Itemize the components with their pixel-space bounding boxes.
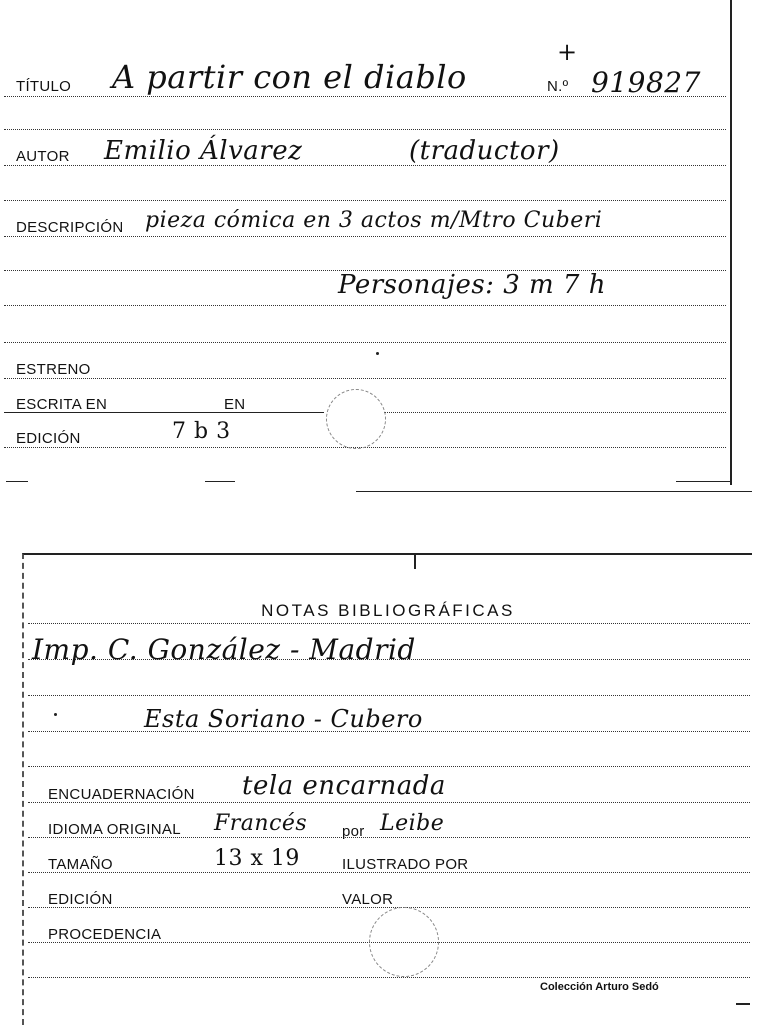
collection-footer: Colección Arturo Sedó	[540, 981, 659, 993]
handwritten-size: 13 x 19	[214, 846, 300, 871]
label-descripcion: DESCRIPCIÓN	[16, 219, 124, 236]
rule-line	[28, 977, 750, 978]
card-edge-line	[356, 491, 752, 492]
rule-line	[4, 200, 726, 201]
handwritten-edition: 7 b 3	[172, 419, 231, 444]
notes-heading: NOTAS BIBLIOGRÁFICAS	[261, 601, 515, 620]
corner-mark	[736, 1003, 750, 1005]
handwritten-note-2: Esta Soriano - Cubero	[144, 705, 423, 733]
label-edicion: EDICIÓN	[16, 430, 81, 447]
label-encuadernacion: ENCUADERNACIÓN	[48, 786, 195, 803]
rule-line	[28, 766, 750, 767]
rule-line	[4, 378, 726, 379]
handwritten-binding: tela encarnada	[242, 771, 446, 801]
handwritten-translator: Leibe	[380, 811, 445, 836]
label-en: EN	[224, 396, 246, 413]
label-numero: N.º	[547, 78, 569, 95]
label-valor: VALOR	[342, 891, 394, 908]
label-titulo: TÍTULO	[16, 78, 72, 95]
handwritten-title: A partir con el diablo	[112, 58, 467, 96]
ink-smudge	[326, 389, 386, 449]
ink-dot	[54, 713, 57, 716]
rule-line	[4, 236, 726, 237]
label-idioma-original: IDIOMA ORIGINAL	[48, 821, 181, 838]
catalog-card-back	[22, 553, 752, 1025]
ink-smudge	[369, 907, 439, 977]
handwritten-author: Emilio Álvarez	[104, 136, 303, 166]
handwritten-author-role: (traductor)	[409, 136, 560, 166]
ink-dot	[376, 352, 379, 355]
label-tamano: TAMAÑO	[48, 856, 113, 873]
handwritten-language: Francés	[214, 811, 308, 836]
card-edge-line	[676, 481, 730, 482]
label-autor: AUTOR	[16, 148, 70, 165]
catalog-card-front	[0, 0, 732, 485]
label-procedencia: PROCEDENCIA	[48, 926, 162, 943]
handwritten-personajes: Personajes: 3 m 7 h	[338, 270, 606, 300]
rule-line	[28, 623, 750, 624]
handwritten-cross: +	[557, 38, 578, 66]
rule-line	[4, 342, 726, 343]
label-estreno: ESTRENO	[16, 361, 91, 378]
label-escrita-en: ESCRITA EN	[16, 396, 108, 413]
top-notch	[414, 555, 416, 569]
rule-line	[4, 129, 726, 130]
card-edge-line	[6, 481, 28, 482]
handwritten-note-1: Imp. C. González - Madrid	[32, 633, 416, 666]
label-edicion: EDICIÓN	[48, 891, 113, 908]
rule-line	[4, 305, 726, 306]
rule-line	[28, 695, 750, 696]
card-edge-line	[205, 481, 235, 482]
label-ilustrado-por: ILUSTRADO POR	[342, 856, 469, 873]
handwritten-number: 919827	[591, 66, 701, 99]
rule-line	[384, 412, 726, 413]
handwritten-description: pieza cómica en 3 actos m/Mtro Cuberi	[145, 208, 603, 233]
label-por: por	[342, 823, 365, 840]
